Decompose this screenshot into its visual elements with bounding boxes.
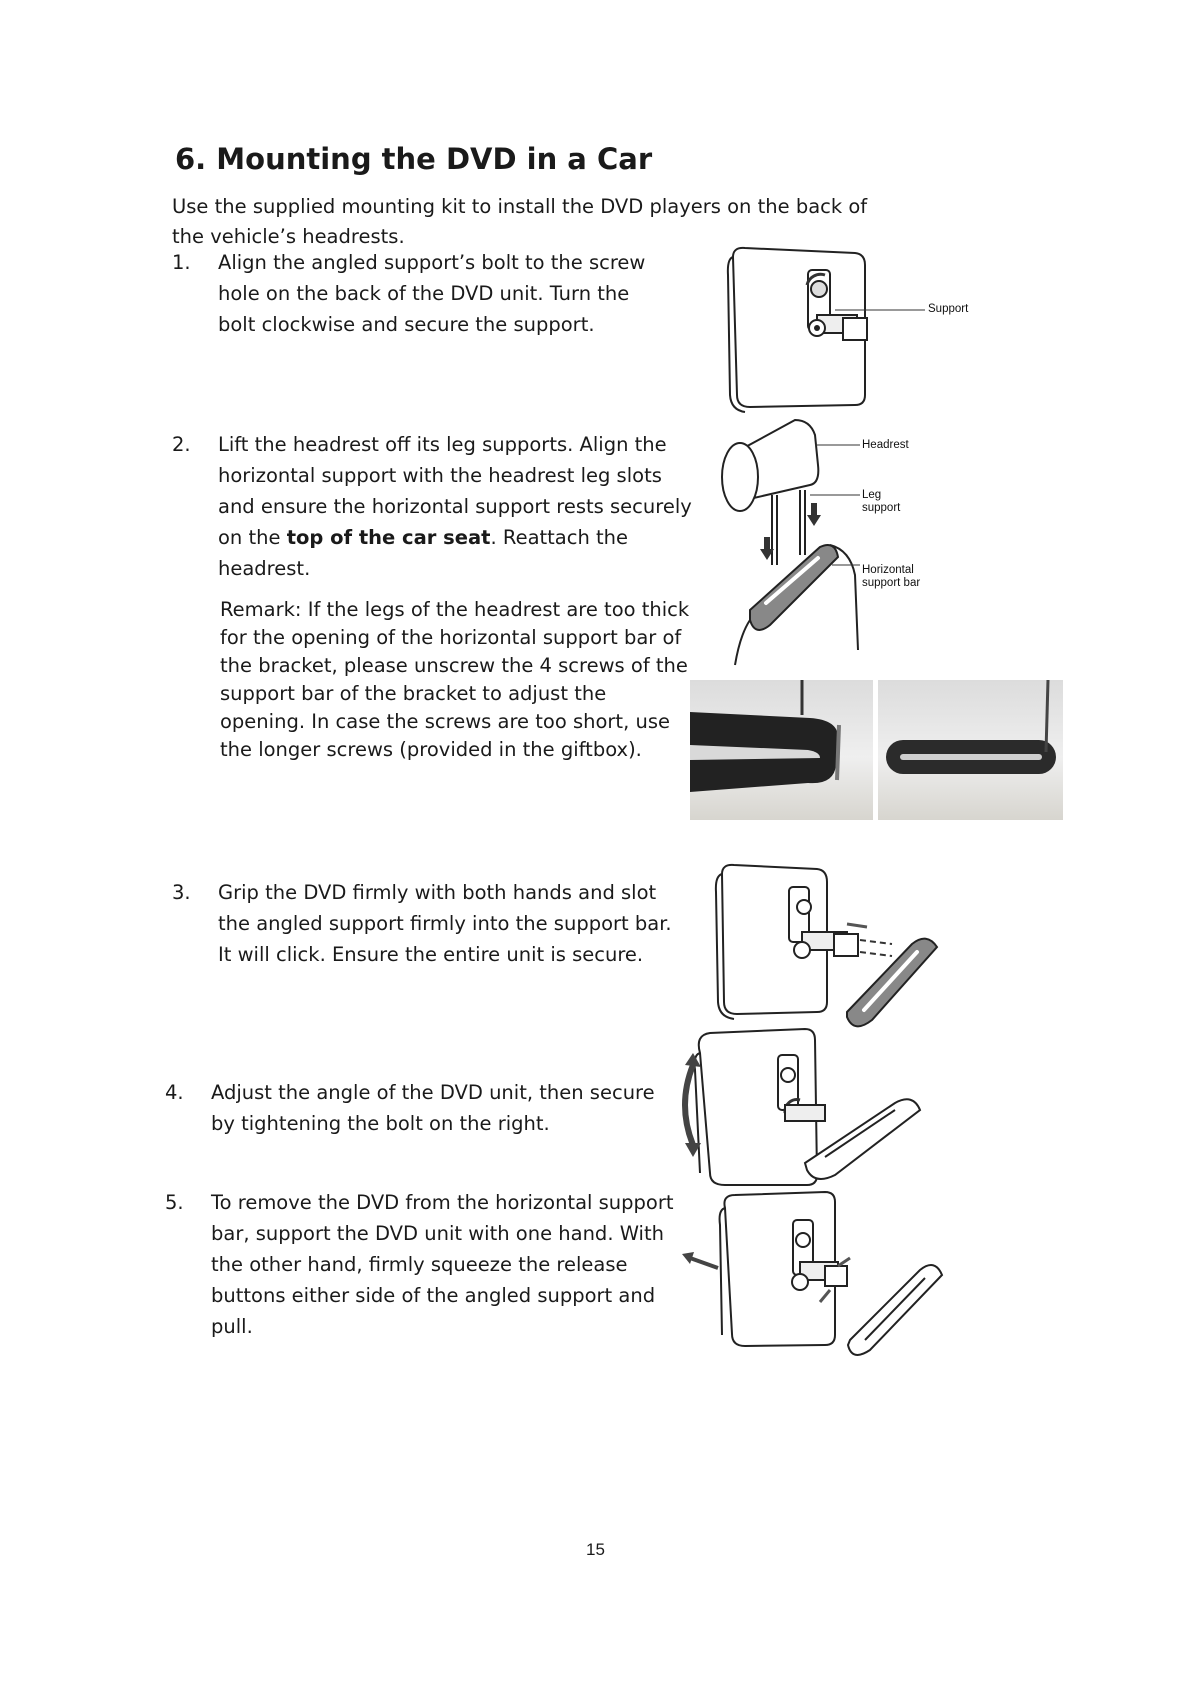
- label-horizontal-support-bar: Horizontal support bar: [862, 564, 921, 589]
- step-5-number: 5.: [165, 1191, 184, 1214]
- step-4-number: 4.: [165, 1081, 184, 1104]
- label-support: Support: [928, 303, 969, 315]
- step-2-emphasis: top of the car seat: [286, 526, 491, 549]
- label-leg-support: Leg support: [862, 489, 901, 514]
- figure-headrest-diagram: [710, 415, 870, 675]
- step-3-text: Grip the DVD firmly with both hands and slot the angled support firmly into the support bar. It will click. Ensure the entire unit is secure.: [218, 881, 672, 966]
- step-1-text: Align the angled support’s bolt to the screw hole on the back of the DVD unit. Turn the bolt clockwise and secure the support.: [218, 251, 646, 336]
- figure-dvd-with-support: [725, 245, 905, 415]
- label-headrest: Headrest: [862, 439, 909, 451]
- figure-adjust-angle: [685, 1025, 925, 1190]
- step-2-text: Lift the headrest off its leg supports. Align the horizontal support with the headrest leg slots and ensure the horizontal support rests securely on the top of the car seat. Reattach the headrest.: [218, 433, 692, 580]
- step-1-number: 1.: [172, 251, 191, 274]
- step-3-number: 3.: [172, 881, 191, 904]
- intro-text: Use the supplied mounting kit to install the DVD players on the back of the vehicle’s headrests.: [172, 195, 868, 248]
- photo-support-bar-closeup: [690, 680, 873, 820]
- page-number: 15: [586, 1540, 605, 1559]
- page-title: 6. Mounting the DVD in a Car: [175, 142, 653, 176]
- step-2-number: 2.: [172, 433, 191, 456]
- figure-remove-dvd: [680, 1190, 940, 1355]
- step-4-text: Adjust the angle of the DVD unit, then secure by tightening the bolt on the right.: [211, 1081, 655, 1135]
- remark-text: Remark: If the legs of the headrest are too thick for the opening of the horizontal support bar of the bracket, please unscrew the 4 screws of the support bar of the bracket to adjust the opening. In case the screws are too short, use the longer screws (provided in the giftbox).: [220, 598, 690, 761]
- step-5-text: To remove the DVD from the horizontal support bar, support the DVD unit with one hand. With the other hand, firmly squeeze the release buttons either side of the angled support and pull.: [211, 1191, 674, 1338]
- figure-slot-into-bar: [712, 862, 942, 1022]
- photo-support-bar-top: [878, 680, 1063, 820]
